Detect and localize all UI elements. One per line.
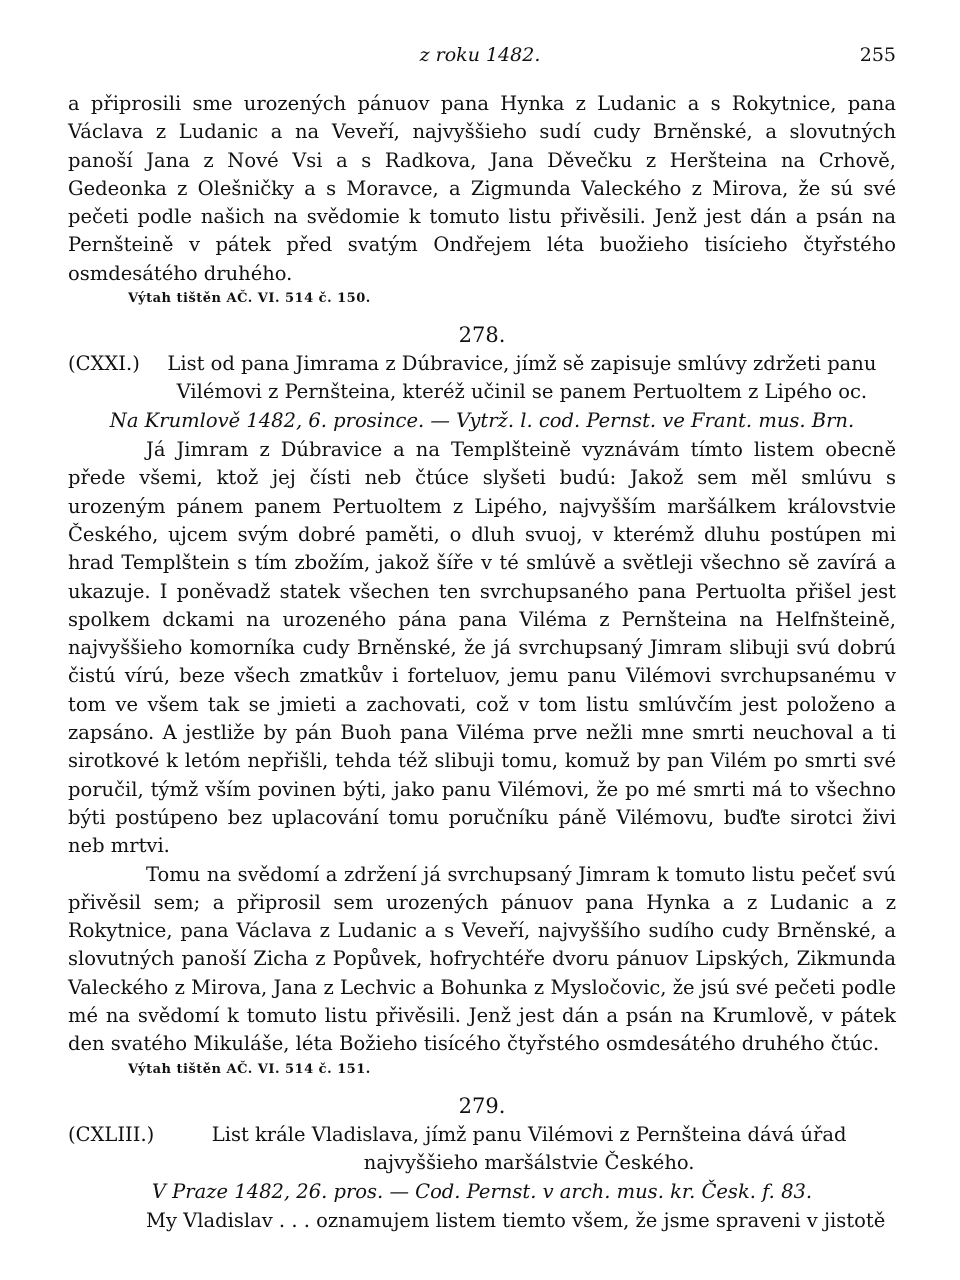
document-279 [68, 1091, 896, 1235]
dateline: V Praze 1482, 26. pros. — Cod. Pernst. v arch. mus. kr. Česk. f. 83. [151, 1179, 813, 1203]
document-heading [68, 350, 896, 406]
heading-text: List od pana Jimrama z Dúbravice, jímž sě zapisuje smlúvy zdržeti panu Vilémovi z Pernšteina, kteréž učinil se panem Pertuoltem z Lipého oc. [167, 352, 877, 404]
paragraph: Já Jimram z Dúbravice a na Templšteině vyznávám tímto listem obecně přede všemi, ktož jej čísti neb čtúce slyšeti budú: Jakož sem měl smlúvu s urozeným pánem panem Pertuoltem z Lipého, najvyšším maršálkem královstvie Českého, ujcem svým dobré paměti, o dluh svuoj, v kterémž dluhu postúpen mi hrad Templštein s tím zbožím, jakož šíře v té smlúvě a světleji všechno sě zavírá a ukazuje. I poněvadž statek všechen ten svrchupsaného pana Pertuolta přišel jest spolkem dckami na urozeného pána pana Viléma z Pernšteina na Helfnšteině, najvyššieho komorníka cudy Brněnské, že já svrchupsaný Jimram slibuji svú dobrú čistú vírú, beze všech zmatkův i forteluov, jemu panu Vilémovi svrchupsanému v tom ve všem tak se jmieti a zachovati, což v tom listu smlúvčím jest položeno a zapsáno. A jestliže by pán Buoh pana Viléma prve nežli mne smrti neuchoval a ti sirotkové k letóm nepřišli, tehda též slibuji tomu, komuž by pan Vilém po smrti své poručil, týmž vším povinen býti, jako panu Vilémovi, že po mé smrti má to všechno býti postúpeno bez uplacování tomu poručníku páně Vilémovu, buďte sirotci živi neb mrtvi. [68, 438, 896, 858]
document-278 [68, 320, 896, 1081]
page-header [64, 44, 896, 72]
heading-text: List krále Vladislava, jímž panu Vilémovi z Pernšteina dává úřad najvyššieho maršálstvie Českého. [211, 1122, 847, 1174]
document-number: 278. [458, 323, 506, 348]
running-title: z roku 1482. [419, 44, 541, 66]
source-note: Výtah tištěn AČ. VI. 514 č. 151. [128, 1061, 371, 1077]
page-body [68, 90, 896, 1235]
roman-numeral: (CXXI.) [68, 352, 140, 376]
opening-source-note: Výtah tištěn AČ. VI. 514 č. 150. [128, 291, 371, 307]
paragraph: My Vladislav . . . oznamujem listem tiemto všem, že jsme spraveni v jistotě [146, 1208, 886, 1232]
dateline: Na Krumlově 1482, 6. prosince. — Vytrž. l. cod. Pernst. ve Frant. mus. Brn. [109, 409, 855, 433]
roman-numeral: (CXLIII.) [68, 1122, 155, 1146]
paragraph: Tomu na svědomí a zdržení já svrchupsaný Jimram k tomuto listu pečeť svú přivěsil sem; a připrosil sem urozených pánuov pana Hynka a z Ludanic a z Rokytnice, pana Václava z Ludanic a s Veveří, najvyššího sudího cudy Brněnské, a slovutných panoší Zicha z Popůvek, hofrychtéře dvoru pánuov Lipských, Zikmunda Valeckého z Mirova, Jana z Lechvic a Bohunka z Mysločovic, že jsú své pečeti podle mé na svědomí k tomuto listu přivěsili. Jenž jest dán a psán na Krumlově, v pátek den svatého Mikuláše, léta Božieho tisícého čtyřstého osmdesátého druhého čtúc. [68, 862, 896, 1056]
page-number: 255 [859, 44, 896, 66]
document-number: 279. [458, 1093, 506, 1118]
document-heading [68, 1121, 896, 1177]
opening-paragraph: a připrosili sme urozených pánuov pana Hynka z Ludanic a s Rokytnice, pana Václava z Ludanic a na Veveří, najvyššieho sudí cudy Brněnské, a slovutných panoší Jana z Nové Vsi a s Radkova, Jana Děvečku z Heršteina na Crhově, Gedeonka z Olešničky a s Moravce, a Zigmunda Valeckého z Mirova, že sú své pečeti podle našich na svědomie k tomuto listu přivěsili. Jenž jest dán a psán na Pernšteině v pátek před svatým Ondřejem léta buožieho tisícieho čtyřstého osmdesátého druhého. [68, 92, 896, 285]
